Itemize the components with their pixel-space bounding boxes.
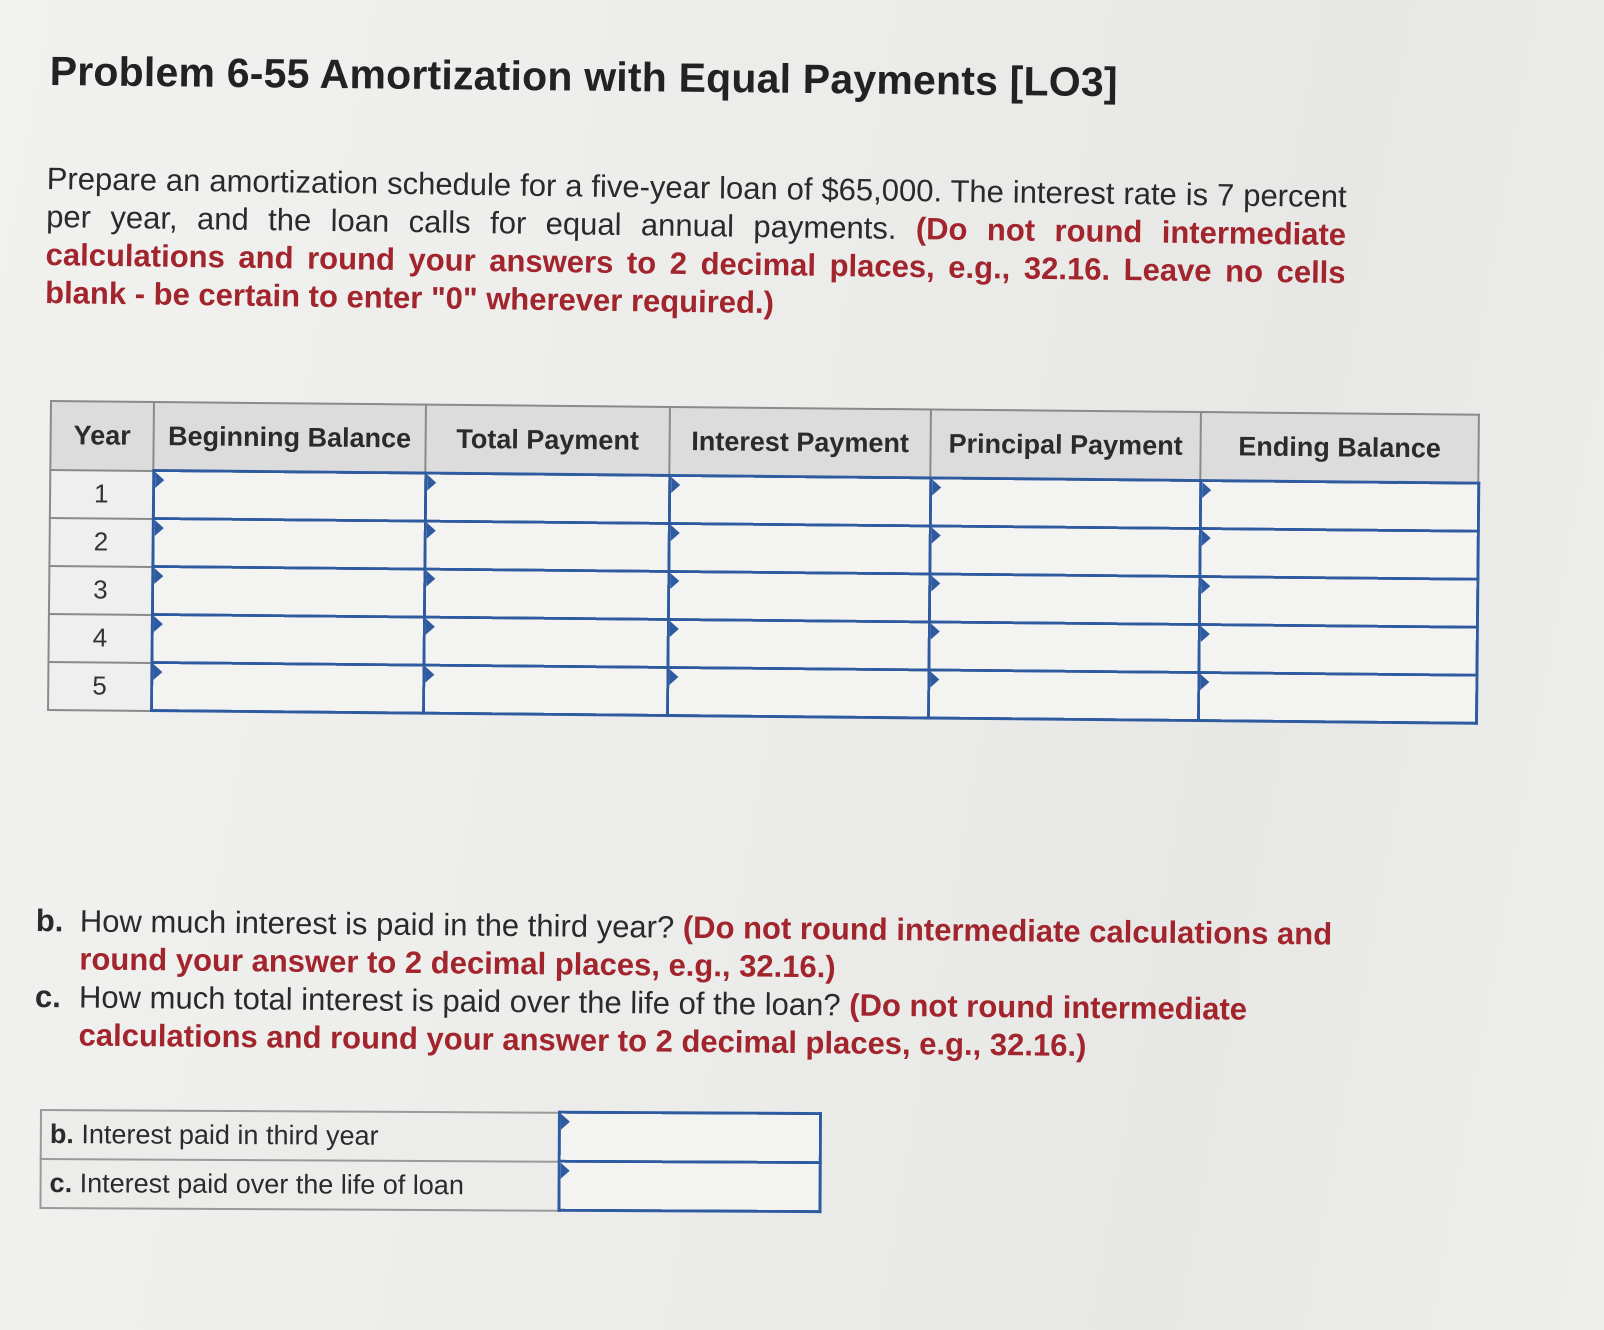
amortization-table-container bbox=[47, 400, 1478, 725]
question-b-body bbox=[79, 902, 1356, 991]
question-b-letter: b. bbox=[35, 902, 64, 939]
principal-payment-input[interactable] bbox=[930, 575, 1197, 623]
prompt-text: Prepare an amortization schedule for a five-year loan of $65,000. The interest rate is 7 percent per year, and the loan calls for equal annual payments. bbox=[45, 160, 1347, 246]
question-b-instruction: (Do not round intermediate calculations and round your answer to 2 decimal places, e.g., 32.16.) bbox=[79, 909, 1333, 985]
answer-c-label-text: Interest paid over the life of loan bbox=[79, 1167, 464, 1200]
answer-c-label bbox=[40, 1159, 559, 1211]
input-marker-icon bbox=[670, 573, 679, 589]
principal-payment-input[interactable] bbox=[930, 671, 1197, 719]
ending-balance-input[interactable] bbox=[1200, 626, 1475, 674]
answers-table bbox=[39, 1108, 822, 1213]
answer-c-letter: c. bbox=[49, 1167, 73, 1198]
answer-row-c bbox=[40, 1159, 820, 1212]
beginning-balance-input[interactable] bbox=[153, 568, 422, 616]
input-marker-icon bbox=[426, 523, 435, 539]
total-payment-input[interactable] bbox=[426, 523, 667, 570]
interest-payment-input-cell[interactable] bbox=[667, 619, 928, 670]
ending-balance-input[interactable] bbox=[1201, 530, 1476, 578]
interest-payment-input-cell[interactable] bbox=[668, 523, 929, 574]
beginning-balance-input-cell[interactable] bbox=[153, 470, 425, 521]
answer-b-input-cell[interactable] bbox=[559, 1112, 820, 1162]
input-marker-icon bbox=[155, 472, 164, 488]
follow-up-questions bbox=[34, 902, 1356, 1068]
ending-balance-input-cell[interactable] bbox=[1199, 577, 1477, 628]
input-marker-icon bbox=[153, 616, 162, 632]
input-marker-icon bbox=[426, 571, 435, 587]
total-payment-input-cell[interactable] bbox=[425, 473, 669, 523]
header-total-payment: Total Payment bbox=[425, 405, 670, 476]
answer-b-letter: b. bbox=[49, 1118, 74, 1149]
interest-payment-input-cell[interactable] bbox=[668, 571, 929, 622]
beginning-balance-input[interactable] bbox=[153, 616, 422, 664]
total-payment-input[interactable] bbox=[426, 475, 667, 522]
interest-third-year-input[interactable] bbox=[561, 1114, 819, 1161]
ending-balance-input[interactable] bbox=[1200, 578, 1475, 626]
input-marker-icon bbox=[1200, 626, 1209, 642]
ending-balance-input-cell[interactable] bbox=[1198, 673, 1476, 724]
ending-balance-input-cell[interactable] bbox=[1199, 529, 1477, 580]
problem-prompt bbox=[45, 160, 1347, 330]
total-payment-input[interactable] bbox=[425, 667, 666, 714]
beginning-balance-input-cell[interactable] bbox=[152, 518, 424, 569]
beginning-balance-input-cell[interactable] bbox=[151, 614, 423, 665]
input-marker-icon bbox=[1202, 482, 1211, 498]
header-year: Year bbox=[50, 401, 154, 470]
input-marker-icon bbox=[931, 527, 940, 543]
header-principal-payment: Principal Payment bbox=[930, 409, 1201, 480]
principal-payment-input-cell[interactable] bbox=[929, 574, 1199, 625]
total-payment-input-cell[interactable] bbox=[423, 617, 667, 667]
beginning-balance-input[interactable] bbox=[153, 664, 422, 712]
answer-row-b bbox=[41, 1110, 821, 1163]
total-payment-input-cell[interactable] bbox=[424, 569, 668, 619]
input-marker-icon bbox=[670, 525, 679, 541]
principal-payment-input-cell[interactable] bbox=[928, 670, 1198, 721]
interest-payment-input[interactable] bbox=[670, 477, 928, 524]
principal-payment-input[interactable] bbox=[931, 527, 1198, 575]
input-marker-icon bbox=[425, 619, 434, 635]
question-b-text: How much interest is paid in the third year? bbox=[79, 903, 675, 945]
answers-table-container bbox=[39, 1108, 822, 1213]
input-marker-icon bbox=[425, 667, 434, 683]
amortization-table bbox=[47, 400, 1480, 725]
principal-payment-input-cell[interactable] bbox=[928, 622, 1198, 673]
input-marker-icon bbox=[932, 479, 941, 495]
input-marker-icon bbox=[669, 669, 678, 685]
interest-payment-input[interactable] bbox=[669, 669, 927, 716]
beginning-balance-input[interactable] bbox=[154, 472, 423, 520]
input-marker-icon bbox=[154, 520, 163, 536]
input-marker-icon bbox=[669, 621, 678, 637]
question-c-text: How much total interest is paid over the life of the loan? bbox=[78, 979, 841, 1023]
total-payment-input-cell[interactable] bbox=[424, 521, 668, 571]
principal-payment-input-cell[interactable] bbox=[929, 526, 1199, 577]
problem-title: Problem 6-55 Amortization with Equal Payments [LO3] bbox=[49, 48, 1118, 106]
total-payment-input-cell[interactable] bbox=[423, 665, 667, 715]
input-marker-icon bbox=[154, 568, 163, 584]
header-ending-balance: Ending Balance bbox=[1200, 412, 1479, 483]
principal-payment-input[interactable] bbox=[931, 479, 1198, 527]
ending-balance-input[interactable] bbox=[1199, 674, 1474, 722]
answer-b-label bbox=[41, 1110, 560, 1162]
beginning-balance-input-cell[interactable] bbox=[152, 566, 424, 617]
ending-balance-input-cell[interactable] bbox=[1198, 625, 1476, 676]
input-marker-icon bbox=[671, 477, 680, 493]
interest-payment-input-cell[interactable] bbox=[669, 475, 930, 526]
total-payment-input[interactable] bbox=[425, 571, 666, 618]
year-cell: 2 bbox=[49, 518, 152, 567]
ending-balance-input-cell[interactable] bbox=[1200, 481, 1478, 532]
year-cell: 5 bbox=[48, 661, 151, 710]
input-marker-icon bbox=[427, 475, 436, 491]
interest-payment-input-cell[interactable] bbox=[667, 667, 928, 718]
input-marker-icon bbox=[1200, 674, 1209, 690]
year-cell: 4 bbox=[48, 613, 151, 662]
prompt-instruction: (Do not round intermediate calculations and round your answers to 2 decimal places, e.g., 32.16. Leave no cells blank - be certain to enter "0" wherever required.) bbox=[44, 211, 1347, 321]
answer-b-label-text: Interest paid in third year bbox=[81, 1118, 379, 1151]
input-marker-icon bbox=[931, 575, 940, 591]
input-marker-icon bbox=[561, 1114, 570, 1130]
year-cell: 1 bbox=[50, 470, 153, 519]
input-marker-icon bbox=[930, 623, 939, 639]
principal-payment-input[interactable] bbox=[930, 623, 1197, 671]
year-cell: 3 bbox=[49, 566, 152, 615]
question-c-body bbox=[78, 978, 1355, 1067]
question-c bbox=[34, 978, 1355, 1068]
interest-life-of-loan-input[interactable] bbox=[560, 1163, 818, 1210]
interest-payment-input[interactable] bbox=[670, 525, 928, 572]
total-payment-input[interactable] bbox=[425, 619, 666, 666]
input-marker-icon bbox=[561, 1163, 570, 1179]
question-c-letter: c. bbox=[34, 978, 62, 1015]
question-b bbox=[35, 902, 1356, 992]
input-marker-icon bbox=[930, 671, 939, 687]
input-marker-icon bbox=[1201, 530, 1210, 546]
interest-payment-input[interactable] bbox=[669, 573, 927, 620]
interest-payment-input[interactable] bbox=[669, 621, 927, 668]
answer-c-input-cell[interactable] bbox=[559, 1161, 820, 1211]
question-c-instruction: (Do not round intermediate calculations and round your answer to 2 decimal places, e.g., 32.16.) bbox=[78, 987, 1248, 1064]
ending-balance-input[interactable] bbox=[1201, 482, 1476, 530]
header-interest-payment: Interest Payment bbox=[669, 407, 931, 478]
beginning-balance-input[interactable] bbox=[154, 520, 423, 568]
input-marker-icon bbox=[1201, 578, 1210, 594]
header-beginning-balance: Beginning Balance bbox=[153, 402, 426, 473]
principal-payment-input-cell[interactable] bbox=[930, 478, 1200, 529]
input-marker-icon bbox=[153, 664, 162, 680]
beginning-balance-input-cell[interactable] bbox=[151, 662, 423, 713]
